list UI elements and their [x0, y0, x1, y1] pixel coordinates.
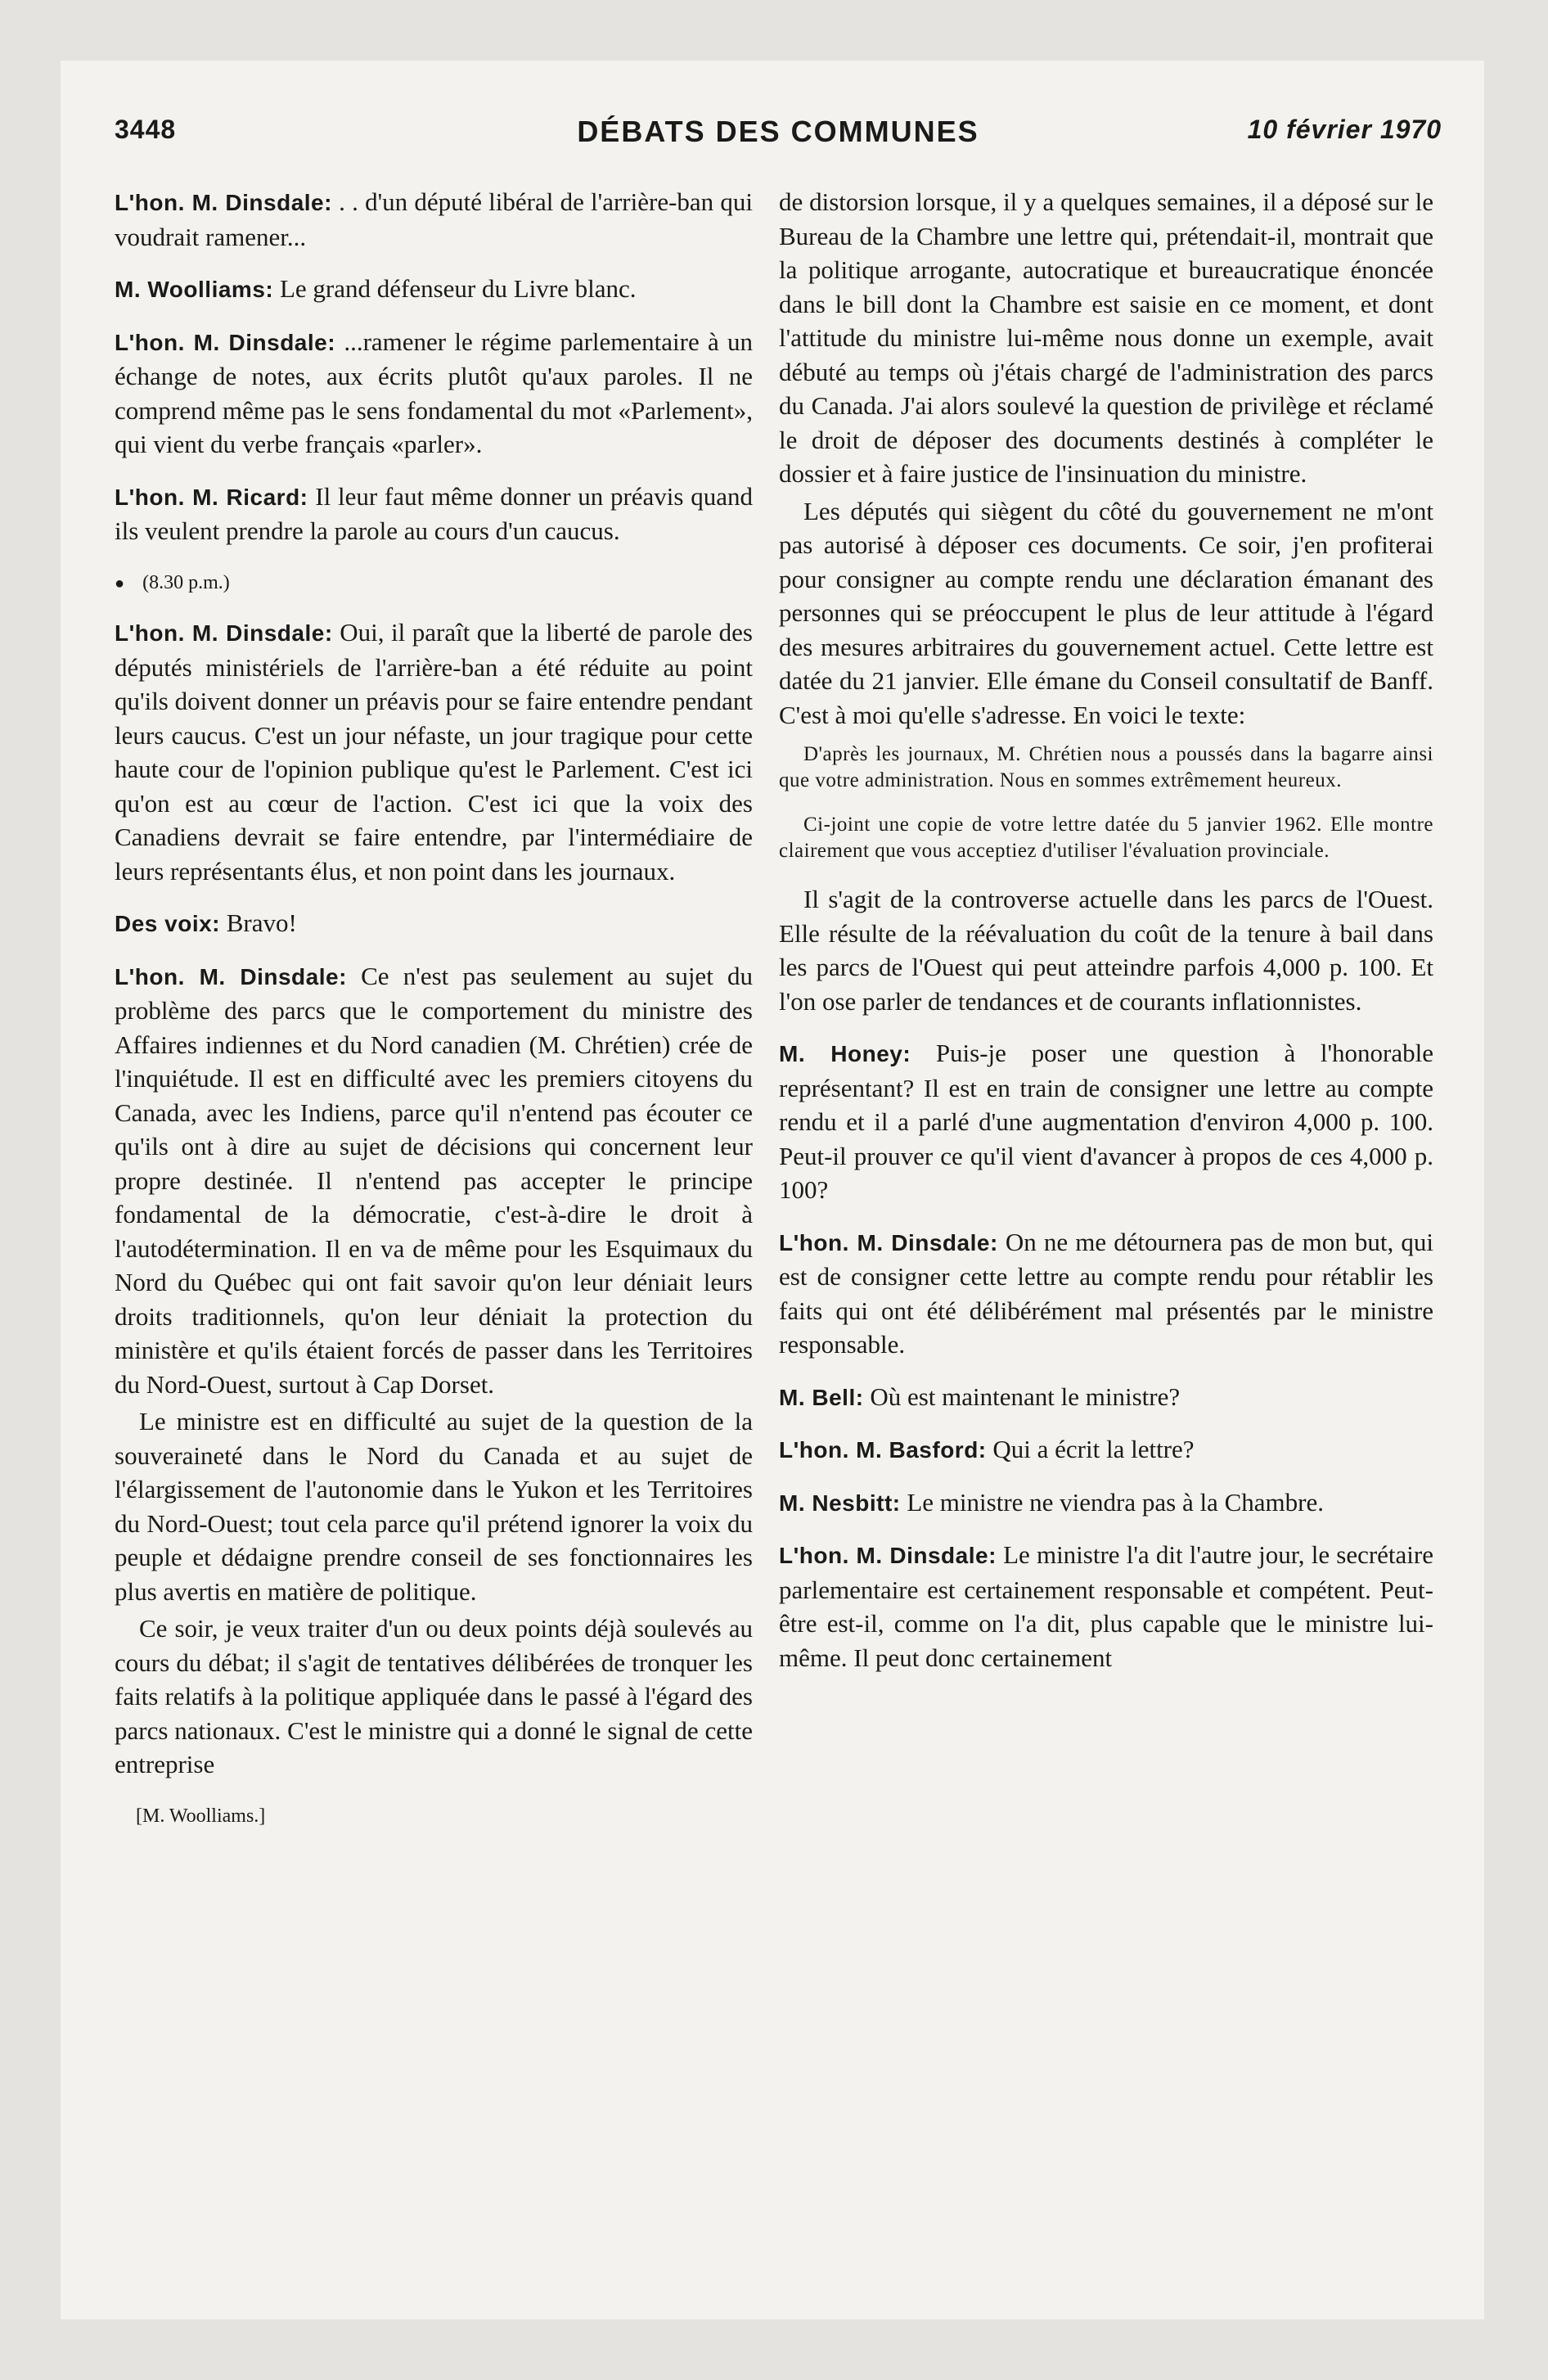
speaker-name: M. Nesbitt: — [779, 1490, 901, 1516]
speech-text: Le grand défenseur du Livre blanc. — [273, 274, 637, 303]
time-stamp: (8.30 p.m.) — [142, 571, 230, 593]
speech-text: ...ramener le régime parlementaire à un échange de notes, aux écrits plutôt qu'aux paroles. Il ne comprend même pas le sens fondamental du mot «Parlement», qui vient du verbe français «parler». — [115, 327, 753, 458]
speech-text: Puis-je poser une question à l'honorable représentant? Il est en train de consigner une lettre au compte rendu et il a parlé d'une augmentation d'environ 4,000 p. 100. Peut-il prouver ce qu'il vient d'avancer à propos de ces 4,000 p. 100? — [779, 1039, 1433, 1204]
right-column — [779, 185, 1433, 1693]
speech-text: Qui a écrit la lettre? — [986, 1435, 1195, 1463]
paragraph — [115, 272, 753, 307]
paragraph — [779, 1485, 1433, 1521]
paragraph — [115, 906, 753, 941]
bullet-icon: ● — [115, 574, 125, 593]
document-page — [61, 61, 1484, 2319]
paragraph — [779, 1225, 1433, 1362]
paragraph — [779, 1538, 1433, 1675]
paragraph — [779, 1432, 1433, 1467]
paragraph — [115, 615, 753, 888]
speaker-name: L'hon. M. Dinsdale: — [115, 329, 336, 355]
speech-text: Bravo! — [220, 908, 297, 937]
paragraph: Ce soir, je veux traiter d'un ou deux points déjà soulevés au cours du débat; il s'agit de tentatives délibérées de tronquer les faits relatifs à la politique appliquée dans le passé à l'égard des parcs nationaux. C'est le ministre qui a donné le signal de cette entreprise — [115, 1614, 753, 1778]
speech-text: On ne me détournera pas de mon but, qui est de consigner cette lettre au compte rendu pour rétablir les faits qui ont été délibérément mal présentés par le ministre responsable. — [779, 1227, 1433, 1359]
speaker-name: L'hon. M. Dinsdale: — [115, 620, 333, 646]
time-marker — [115, 566, 753, 602]
speaker-name: L'hon. M. Dinsdale: — [115, 963, 347, 989]
speech-text: Oui, il paraît que la liberté de parole des députés ministériels de l'arrière-ban a été réduite au point qu'ils doivent donner un préavis pour se faire entendre pendant leurs caucus. C'est un jour néfaste, un jour tragique pour cette haute cour de l'opinion publique qu'est le Parlement. C'est ici qu'on est au cœur de l'action. C'est ici que la voix des Canadiens devrait se faire entendre, par l'intermédiaire de leurs représentants élus, et non point dans les journaux. — [115, 618, 753, 886]
paragraph — [115, 325, 753, 462]
paragraph: Le ministre est en difficulté au sujet de la question de la souveraineté dans le Nord du Canada et au sujet de l'élargissement de l'autonomie dans le Yukon et les Territoires du Nord-Ouest; tout cela parce qu'il prétend ignorer la voix du peuple et dédaigne prendre conseil de ses fonctionnaires les plus avertis en matière de politique. — [115, 1407, 753, 1606]
paragraph — [779, 1380, 1433, 1415]
speaker-name: L'hon. M. Dinsdale: — [779, 1543, 997, 1568]
paragraph: Il s'agit de la controverse actuelle dans les parcs de l'Ouest. Elle résulte de la réévaluation du coût de la tenure à bail dans les parcs de l'Ouest qui peut atteindre parfois 4,000 p. 100. Et l'on ose parler de tendances et de courants inflationnistes. — [779, 885, 1433, 1016]
paragraph: de distorsion lorsque, il y a quelques semaines, il a déposé sur le Bureau de la Chambre une lettre qui, prétendait-il, montrait que la politique arrogante, autocratique et bureaucratique énoncée dans le bill dont la Chambre est saisie en ce moment, et dont l'attitude du ministre lui-même nous donne un exemple, avait débuté au temps où j'étais chargé de l'administration des parcs du Canada. J'ai alors soulevé la question de privilège et réclamé le droit de déposer des documents destinés à compléter le dossier et à faire justice de l'insinuation du ministre. — [779, 187, 1433, 488]
speaker-name: L'hon. M. Dinsdale: — [779, 1229, 998, 1255]
paragraph: Les députés qui siègent du côté du gouvernement ne m'ont pas autorisé à déposer ces documents. Ce soir, j'en profiterai pour consigner au compte rendu une déclaration émanant des personnes qui se préoccupent le plus de leur attitude à l'égard des mesures arbitraires du gouvernement actuel. Cette lettre est datée du 21 janvier. Elle émane du Conseil consultatif de Banff. C'est à moi qu'elle s'adresse. En voici le texte: — [779, 496, 1433, 729]
speech-text: Le ministre l'a dit l'autre jour, le secrétaire parlementaire est certainement responsable et compétent. Peut-être est-il, comme on l'a dit, plus capable que le ministre lui-même. Il peut donc certainement — [779, 1540, 1433, 1672]
paragraph — [115, 185, 753, 254]
speaker-name: Des voix: — [115, 911, 220, 936]
speaker-name: L'hon. M. Dinsdale: — [115, 190, 332, 215]
speaker-footer-note: [M. Woolliams.] — [136, 1805, 266, 1827]
speaker-name: L'hon. M. Ricard: — [115, 484, 308, 510]
speech-text: Le ministre ne viendra pas à la Chambre. — [900, 1487, 1324, 1517]
left-column — [115, 185, 753, 1833]
page-header — [115, 115, 1442, 160]
speech-text: . . d'un député libéral de l'arrière-ban qui voudrait ramener... — [115, 187, 753, 251]
speaker-name: M. Bell: — [779, 1384, 864, 1410]
paragraph — [779, 1036, 1433, 1207]
quoted-letter-paragraph: D'après les journaux, M. Chrétien nous a poussés dans la bagarre ainsi que votre administration. Nous en sommes extrêmement heureux. — [779, 743, 1433, 791]
publication-title: DÉBATS DES COMMUNES — [577, 115, 979, 148]
paragraph — [115, 959, 753, 1402]
paragraph — [115, 480, 753, 548]
speech-text: Ce n'est pas seulement au sujet du problème des parcs que le comportement du ministre des Affaires indiennes et du Nord canadien (M. Chrétien) crée de l'inquiétude. Il est en difficulté avec les premiers citoyens du Canada, avec les Indiens, parce qu'il n'entend pas écouter ce qu'ils ont à dire au sujet de décisions qui concernent leur propre destinée. Il n'entend pas accepter le principe fondamental de la démocratie, c'est-à-dire le droit à l'autodétermination. Il en va de même pour les Esquimaux du Nord du Québec qui ont fait savoir qu'on leur déniait leurs droits traditionnels, qu'on leur déniait la protection du ministère et qu'ils étaient forcés de passer dans les Territoires du Nord-Ouest, surtout à Cap Dorset. — [115, 961, 753, 1399]
publication-date: 10 février 1970 — [1247, 115, 1442, 144]
speaker-name: M. Woolliams: — [115, 277, 274, 302]
speaker-name: M. Honey: — [779, 1041, 911, 1066]
speech-text: Il leur faut même donner un préavis quand ils veulent prendre la parole au cours d'un caucus. — [115, 481, 753, 545]
quoted-letter-paragraph: Ci-joint une copie de votre lettre datée du 5 janvier 1962. Elle montre clairement que vous acceptiez d'utiliser l'évaluation provinciale. — [779, 814, 1433, 862]
speaker-name: L'hon. M. Basford: — [779, 1437, 987, 1463]
speech-text: Où est maintenant le ministre? — [863, 1382, 1181, 1411]
page-number: 3448 — [115, 115, 177, 144]
